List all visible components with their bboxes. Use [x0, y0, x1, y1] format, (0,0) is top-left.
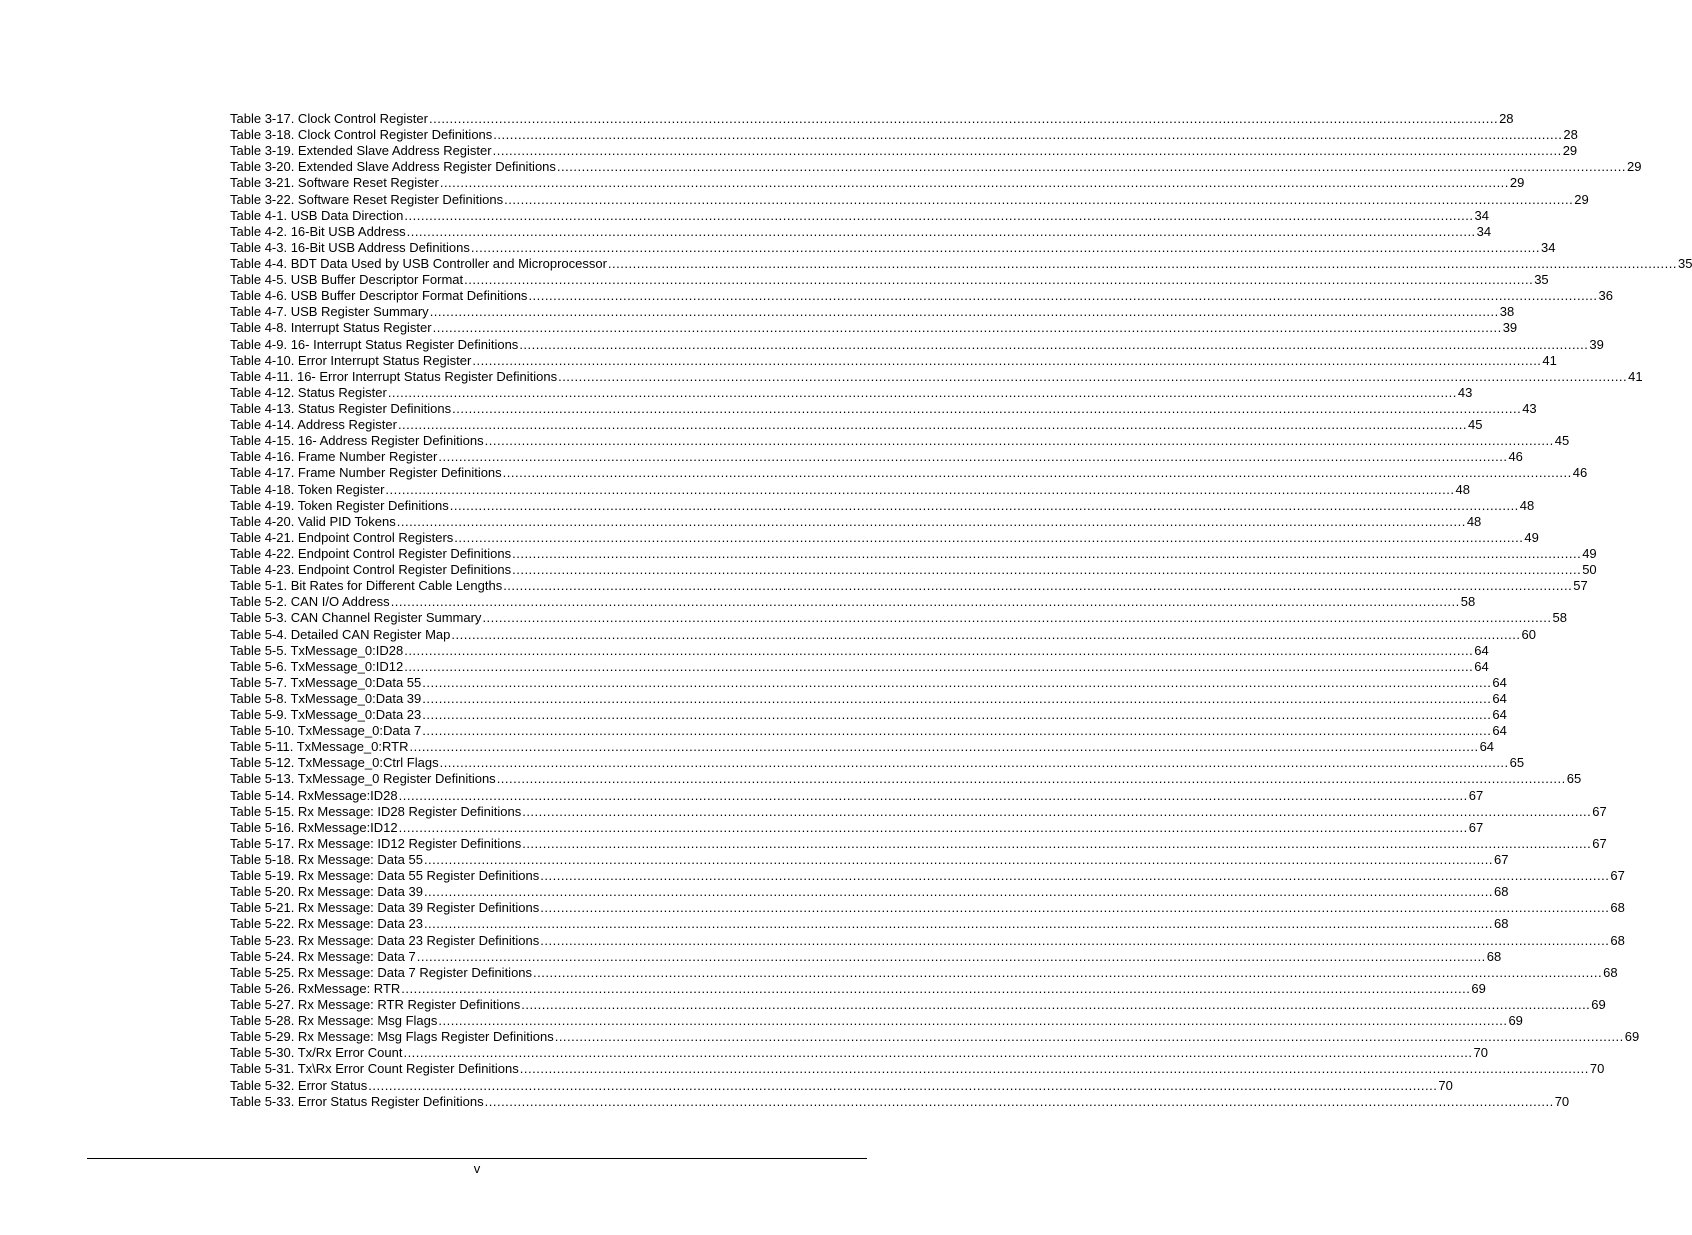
toc-entry-title: Table 5-22. Rx Message: Data 23	[230, 916, 423, 932]
dot-leader: ....................................................................................................................................................................................................................................................................	[454, 529, 1524, 545]
toc-entry-title: Table 5-31. Tx\Rx Error Count Register Definitions	[230, 1061, 519, 1077]
toc-entry[interactable]	[230, 771, 1582, 787]
dot-leader: ....................................................................................................................................................................................................................................................................	[522, 803, 1592, 819]
toc-entry-title: Table 5-23. Rx Message: Data 23 Register Definitions	[230, 932, 540, 948]
dot-leader: ....................................................................................................................................................................................................................................................................	[401, 980, 1471, 996]
toc-entry-page: 46	[1508, 449, 1523, 465]
toc-entry-page: 68	[1610, 932, 1625, 948]
toc-entry-page: 70	[1554, 1093, 1570, 1109]
toc-entry-title: Table 5-30. Tx/Rx Error Count	[230, 1045, 403, 1061]
dot-leader: ....................................................................................................................................................................................................................................................................	[403, 1045, 1473, 1061]
toc-entry[interactable]	[230, 932, 1625, 949]
toc-entry[interactable]	[230, 610, 1567, 626]
dot-leader: ....................................................................................................................................................................................................................................................................	[484, 433, 1554, 449]
toc-entry-page: 69	[1508, 1013, 1523, 1029]
toc-entry-title: Table 5-24. Rx Message: Data 7	[230, 948, 416, 964]
toc-entry-title: Table 5-27. Rx Message: RTR Register Definitions	[230, 997, 521, 1013]
toc-entry-page: 28	[1499, 111, 1514, 126]
toc-entry-title: Table 5-13. TxMessage_0 Register Definitions	[230, 771, 496, 787]
footer-divider	[87, 1158, 867, 1159]
toc-entry-title: Table 4-5. USB Buffer Descriptor Format	[230, 272, 464, 288]
toc-entry-page: 64	[1474, 658, 1489, 674]
toc-entry-page: 64	[1492, 723, 1507, 739]
toc-entry-title: Table 5-10. TxMessage_0:Data 7	[230, 723, 422, 739]
toc-entry-page: 68	[1603, 964, 1618, 980]
toc-entry-title: Table 4-21. Endpoint Control Registers	[230, 529, 454, 545]
toc-entry-title: Table 5-29. Rx Message: Msg Flags Register Definitions	[230, 1029, 554, 1045]
toc-entry-title: Table 4-1. USB Data Direction	[230, 207, 404, 223]
toc-entry-title: Table 3-19. Extended Slave Address Register	[230, 143, 492, 159]
toc-entry[interactable]	[230, 997, 1606, 1013]
toc-entry-title: Table 5-25. Rx Message: Data 7 Register Definitions	[230, 964, 533, 980]
toc-entry-page: 67	[1592, 803, 1607, 819]
dot-leader: ....................................................................................................................................................................................................................................................................	[503, 578, 1573, 594]
toc-entry-title: Table 4-16. Frame Number Register	[230, 449, 438, 465]
toc-entry-title: Table 5-5. TxMessage_0:ID28	[230, 642, 404, 658]
toc-entry-title: Table 5-15. Rx Message: ID28 Register Definitions	[230, 803, 522, 819]
toc-entry-page: 67	[1592, 835, 1607, 851]
dot-leader: ....................................................................................................................................................................................................................................................................	[432, 320, 1502, 336]
toc-entry-title: Table 3-22. Software Reset Register Definitions	[230, 191, 504, 207]
toc-entry[interactable]	[230, 320, 1518, 336]
toc-entry[interactable]	[230, 304, 1515, 320]
dot-leader: ....................................................................................................................................................................................................................................................................	[385, 481, 1455, 497]
toc-entry-page: 34	[1476, 223, 1492, 239]
toc-entry-page: 65	[1566, 771, 1582, 787]
dot-leader: ....................................................................................................................................................................................................................................................................	[512, 562, 1582, 578]
toc-entry-page: 68	[1494, 916, 1509, 932]
dot-leader: ....................................................................................................................................................................................................................................................................	[404, 642, 1474, 658]
dot-leader: ....................................................................................................................................................................................................................................................................	[396, 513, 1466, 529]
dot-leader: ....................................................................................................................................................................................................................................................................	[387, 384, 1457, 400]
toc-entry-page: 29	[1509, 175, 1525, 191]
toc-entry[interactable]	[230, 513, 1482, 530]
toc-entry-title: Table 4-3. 16-Bit USB Address Definitions	[230, 239, 470, 255]
toc-entry[interactable]	[230, 658, 1489, 675]
toc-entry[interactable]	[230, 288, 1613, 304]
dot-leader: ....................................................................................................................................................................................................................................................................	[438, 449, 1508, 465]
toc-entry-page: 69	[1591, 997, 1606, 1013]
toc-entry-page: 29	[1562, 143, 1578, 159]
toc-entry-page: 39	[1589, 336, 1604, 352]
dot-leader: ....................................................................................................................................................................................................................................................................	[423, 852, 1494, 868]
toc-entry-page: 45	[1468, 417, 1483, 433]
dot-leader: ....................................................................................................................................................................................................................................................................	[519, 336, 1589, 352]
dot-leader: ....................................................................................................................................................................................................................................................................	[558, 368, 1628, 384]
dot-leader: ....................................................................................................................................................................................................................................................................	[521, 997, 1591, 1013]
dot-leader: ....................................................................................................................................................................................................................................................................	[423, 884, 1494, 900]
toc-entry-page: 49	[1524, 529, 1539, 545]
toc-entry[interactable]	[230, 674, 1507, 691]
toc-entry-page: 69	[1624, 1029, 1640, 1045]
toc-entry[interactable]	[230, 578, 1588, 594]
toc-entry[interactable]	[230, 368, 1643, 385]
toc-entry-title: Table 3-17. Clock Control Register	[230, 111, 428, 126]
dot-leader: ....................................................................................................................................................................................................................................................................	[452, 400, 1522, 416]
toc-entry-title: Table 4-7. USB Register Summary	[230, 304, 429, 320]
dot-leader: ....................................................................................................................................................................................................................................................................	[422, 674, 1492, 690]
toc-entry-title: Table 5-18. Rx Message: Data 55	[230, 852, 423, 868]
dot-leader: ....................................................................................................................................................................................................................................................................	[519, 1061, 1589, 1077]
toc-entry-page: 41	[1542, 352, 1557, 368]
dot-leader: ....................................................................................................................................................................................................................................................................	[472, 352, 1542, 368]
toc-entry[interactable]	[230, 787, 1484, 804]
toc-entry-title: Table 5-16. RxMessage:ID12	[230, 819, 398, 835]
toc-entry[interactable]	[230, 1045, 1488, 1061]
dot-leader: ....................................................................................................................................................................................................................................................................	[428, 111, 1499, 126]
toc-entry-title: Table 4-22. Endpoint Control Register Definitions	[230, 545, 512, 561]
toc-entry-title: Table 4-15. 16- Address Register Definitions	[230, 433, 484, 449]
toc-entry-page: 64	[1492, 690, 1507, 706]
toc-entry-title: Table 4-8. Interrupt Status Register	[230, 320, 432, 336]
toc-entry-page: 57	[1573, 578, 1588, 594]
toc-entry[interactable]	[230, 1013, 1523, 1029]
page-number: v	[473, 1161, 481, 1176]
dot-leader: ....................................................................................................................................................................................................................................................................	[493, 127, 1563, 143]
toc-entry-page: 67	[1610, 868, 1625, 884]
toc-entry[interactable]	[230, 272, 1549, 288]
toc-entry-page: 29	[1574, 191, 1589, 207]
toc-entry[interactable]	[230, 497, 1535, 514]
dot-leader: ....................................................................................................................................................................................................................................................................	[470, 239, 1540, 255]
dot-leader: ....................................................................................................................................................................................................................................................................	[512, 545, 1582, 561]
dot-leader: ....................................................................................................................................................................................................................................................................	[482, 610, 1552, 626]
toc-entry-title: Table 4-12. Status Register	[230, 384, 387, 400]
dot-leader: ....................................................................................................................................................................................................................................................................	[449, 497, 1519, 513]
dot-leader: ....................................................................................................................................................................................................................................................................	[540, 900, 1610, 916]
toc-entry-title: Table 4-4. BDT Data Used by USB Controller and Microprocessor	[230, 255, 607, 271]
toc-entry[interactable]	[230, 384, 1473, 401]
toc-entry[interactable]	[230, 980, 1486, 997]
toc-entry-page: 50	[1582, 562, 1597, 578]
toc-entry[interactable]	[230, 159, 1642, 175]
dot-leader: ....................................................................................................................................................................................................................................................................	[504, 191, 1574, 207]
toc-entry-page: 35	[1534, 272, 1549, 288]
toc-entry-title: Table 4-17. Frame Number Register Definitions	[230, 465, 502, 481]
dot-leader: ....................................................................................................................................................................................................................................................................	[416, 948, 1486, 964]
dot-leader: ....................................................................................................................................................................................................................................................................	[422, 723, 1492, 739]
toc-entry-page: 65	[1509, 755, 1525, 771]
toc-entry[interactable]	[230, 868, 1625, 884]
dot-leader: ....................................................................................................................................................................................................................................................................	[540, 932, 1610, 948]
toc-entry-page: 64	[1492, 674, 1507, 690]
toc-entry-title: Table 5-28. Rx Message: Msg Flags	[230, 1013, 438, 1029]
dot-leader: ....................................................................................................................................................................................................................................................................	[429, 304, 1499, 320]
dot-leader: ....................................................................................................................................................................................................................................................................	[390, 594, 1460, 610]
toc-entry[interactable]	[230, 739, 1495, 755]
dot-leader: ....................................................................................................................................................................................................................................................................	[492, 143, 1562, 159]
toc-entry-page: 36	[1598, 288, 1613, 304]
toc-entry-page: 34	[1540, 239, 1556, 255]
toc-entry[interactable]	[230, 433, 1570, 449]
toc-entry-title: Table 4-20. Valid PID Tokens	[230, 513, 396, 529]
toc-entry[interactable]	[230, 255, 1692, 272]
toc-entry-page: 67	[1468, 787, 1484, 803]
dot-leader: ....................................................................................................................................................................................................................................................................	[522, 835, 1592, 851]
dot-leader: ....................................................................................................................................................................................................................................................................	[409, 739, 1479, 755]
toc-entry[interactable]	[230, 690, 1507, 707]
toc-entry-title: Table 3-21. Software Reset Register	[230, 175, 439, 191]
toc-entry-title: Table 4-2. 16-Bit USB Address	[230, 223, 406, 239]
toc-entry[interactable]	[230, 239, 1556, 256]
toc-entry[interactable]	[230, 449, 1523, 465]
dot-leader: ....................................................................................................................................................................................................................................................................	[556, 159, 1626, 175]
toc-entry-page: 48	[1519, 497, 1535, 513]
toc-entry-title: Table 4-10. Error Interrupt Status Register	[230, 352, 472, 368]
toc-entry-page: 28	[1563, 127, 1578, 143]
toc-entry-title: Table 4-11. 16- Error Interrupt Status Register Definitions	[230, 368, 558, 384]
toc-entry[interactable]	[230, 175, 1525, 191]
toc-entry-title: Table 4-19. Token Register Definitions	[230, 497, 449, 513]
toc-entry[interactable]	[230, 336, 1604, 353]
toc-entry[interactable]	[230, 400, 1537, 417]
toc-entry[interactable]	[230, 191, 1589, 208]
dot-leader: ....................................................................................................................................................................................................................................................................	[554, 1029, 1624, 1045]
toc-entry[interactable]	[230, 900, 1625, 916]
toc-entry-page: 29	[1627, 159, 1642, 175]
toc-entry-page: 46	[1572, 465, 1588, 481]
toc-entry[interactable]	[230, 529, 1539, 546]
dot-leader: ....................................................................................................................................................................................................................................................................	[406, 223, 1476, 239]
toc-entry-page: 43	[1522, 400, 1537, 416]
toc-entry-page: 39	[1502, 320, 1518, 336]
toc-entry-page: 34	[1474, 207, 1489, 223]
toc-entry-title: Table 5-3. CAN Channel Register Summary	[230, 610, 482, 626]
list-of-tables	[230, 111, 1692, 1110]
toc-entry-title: Table 4-6. USB Buffer Descriptor Format Definitions	[230, 288, 528, 304]
dot-leader: ....................................................................................................................................................................................................................................................................	[451, 626, 1521, 642]
dot-leader: ....................................................................................................................................................................................................................................................................	[439, 755, 1509, 771]
dot-leader: ....................................................................................................................................................................................................................................................................	[404, 658, 1474, 674]
toc-entry-title: Table 4-14. Address Register	[230, 417, 397, 433]
toc-entry-title: Table 5-32. Error Status	[230, 1077, 368, 1093]
toc-entry[interactable]	[230, 803, 1607, 820]
toc-entry-page: 35	[1678, 255, 1692, 271]
toc-entry-title: Table 5-20. Rx Message: Data 39	[230, 884, 423, 900]
toc-entry-page: 48	[1455, 481, 1470, 497]
toc-entry[interactable]	[230, 1061, 1605, 1077]
toc-entry[interactable]	[230, 465, 1588, 481]
toc-entry-title: Table 4-9. 16- Interrupt Status Register Definitions	[230, 336, 519, 352]
toc-entry[interactable]	[230, 223, 1492, 240]
toc-entry-title: Table 5-33. Error Status Register Definitions	[230, 1093, 484, 1109]
dot-leader: ....................................................................................................................................................................................................................................................................	[528, 288, 1598, 304]
toc-entry-title: Table 5-19. Rx Message: Data 55 Register Definitions	[230, 868, 540, 884]
toc-entry[interactable]	[230, 819, 1484, 836]
toc-entry-page: 64	[1474, 642, 1489, 658]
toc-entry[interactable]	[230, 723, 1507, 739]
toc-entry[interactable]	[230, 481, 1470, 498]
toc-entry-page: 48	[1466, 513, 1482, 529]
toc-entry-title: Table 5-17. Rx Message: ID12 Register Definitions	[230, 835, 522, 851]
toc-entry-page: 64	[1492, 707, 1507, 723]
toc-entry[interactable]	[230, 562, 1597, 578]
dot-leader: ....................................................................................................................................................................................................................................................................	[438, 1013, 1508, 1029]
dot-leader: ....................................................................................................................................................................................................................................................................	[484, 1093, 1554, 1109]
toc-entry-title: Table 5-6. TxMessage_0:ID12	[230, 658, 404, 674]
toc-entry-title: Table 3-18. Clock Control Register Definitions	[230, 127, 493, 143]
toc-entry-page: 45	[1554, 433, 1570, 449]
toc-entry[interactable]	[230, 143, 1578, 159]
dot-leader: ....................................................................................................................................................................................................................................................................	[439, 175, 1509, 191]
toc-entry-page: 69	[1471, 980, 1486, 996]
toc-entry[interactable]	[230, 884, 1509, 900]
toc-entry[interactable]	[230, 626, 1536, 643]
toc-entry-page: 70	[1589, 1061, 1605, 1077]
dot-leader: ....................................................................................................................................................................................................................................................................	[464, 272, 1534, 288]
toc-entry-title: Table 5-2. CAN I/O Address	[230, 594, 390, 610]
toc-entry[interactable]	[230, 835, 1607, 852]
toc-entry-title: Table 4-18. Token Register	[230, 481, 385, 497]
toc-entry[interactable]	[230, 948, 1502, 965]
dot-leader: ....................................................................................................................................................................................................................................................................	[540, 868, 1610, 884]
toc-entry[interactable]	[230, 852, 1509, 868]
dot-leader: ....................................................................................................................................................................................................................................................................	[422, 707, 1492, 723]
toc-entry-page: 43	[1457, 384, 1473, 400]
toc-entry-page: 70	[1473, 1045, 1488, 1061]
toc-entry-title: Table 5-11. TxMessage_0:RTR	[230, 739, 409, 755]
toc-entry[interactable]	[230, 707, 1507, 723]
dot-leader: ....................................................................................................................................................................................................................................................................	[397, 417, 1468, 433]
toc-entry-page: 67	[1468, 819, 1484, 835]
dot-leader: ....................................................................................................................................................................................................................................................................	[496, 771, 1566, 787]
toc-entry[interactable]	[230, 417, 1483, 433]
dot-leader: ....................................................................................................................................................................................................................................................................	[398, 819, 1468, 835]
toc-entry-page: 64	[1479, 739, 1495, 755]
toc-entry-page: 68	[1494, 884, 1509, 900]
toc-entry-title: Table 5-9. TxMessage_0:Data 23	[230, 707, 422, 723]
toc-entry[interactable]	[230, 964, 1618, 981]
toc-entry-title: Table 5-7. TxMessage_0:Data 55	[230, 674, 422, 690]
toc-entry-title: Table 4-13. Status Register Definitions	[230, 400, 452, 416]
toc-entry[interactable]	[230, 1093, 1570, 1110]
toc-entry-page: 38	[1499, 304, 1515, 320]
toc-entry[interactable]	[230, 111, 1514, 127]
dot-leader: ....................................................................................................................................................................................................................................................................	[607, 255, 1677, 271]
toc-entry-page: 68	[1610, 900, 1625, 916]
toc-entry[interactable]	[230, 1029, 1640, 1045]
dot-leader: ....................................................................................................................................................................................................................................................................	[422, 690, 1492, 706]
dot-leader: ....................................................................................................................................................................................................................................................................	[398, 787, 1468, 803]
dot-leader: ....................................................................................................................................................................................................................................................................	[423, 916, 1494, 932]
dot-leader: ....................................................................................................................................................................................................................................................................	[533, 964, 1603, 980]
dot-leader: ....................................................................................................................................................................................................................................................................	[368, 1077, 1438, 1093]
toc-entry-title: Table 5-26. RxMessage: RTR	[230, 980, 401, 996]
dot-leader: ....................................................................................................................................................................................................................................................................	[502, 465, 1572, 481]
toc-entry-page: 68	[1486, 948, 1502, 964]
toc-entry-title: Table 5-8. TxMessage_0:Data 39	[230, 690, 422, 706]
toc-entry[interactable]	[230, 352, 1557, 369]
toc-entry-page: 49	[1582, 545, 1597, 561]
toc-entry-page: 67	[1494, 852, 1509, 868]
toc-entry[interactable]	[230, 545, 1597, 562]
toc-entry[interactable]	[230, 127, 1578, 143]
toc-entry[interactable]	[230, 916, 1509, 932]
toc-entry[interactable]	[230, 1077, 1453, 1094]
toc-entry[interactable]	[230, 755, 1525, 771]
toc-entry[interactable]	[230, 642, 1489, 659]
toc-entry-title: Table 5-1. Bit Rates for Different Cable Lengths	[230, 578, 503, 594]
toc-entry-title: Table 3-20. Extended Slave Address Register Definitions	[230, 159, 556, 175]
toc-entry-page: 60	[1521, 626, 1536, 642]
toc-entry-title: Table 5-4. Detailed CAN Register Map	[230, 626, 451, 642]
toc-entry-title: Table 5-14. RxMessage:ID28	[230, 787, 398, 803]
toc-entry-page: 41	[1628, 368, 1643, 384]
toc-entry-page: 58	[1460, 594, 1476, 610]
toc-entry-title: Table 4-23. Endpoint Control Register Definitions	[230, 562, 512, 578]
toc-entry[interactable]	[230, 207, 1489, 224]
toc-entry-page: 70	[1438, 1077, 1453, 1093]
toc-entry[interactable]	[230, 594, 1476, 610]
toc-entry-title: Table 5-12. TxMessage_0:Ctrl Flags	[230, 755, 439, 771]
toc-entry-title: Table 5-21. Rx Message: Data 39 Register Definitions	[230, 900, 540, 916]
dot-leader: ....................................................................................................................................................................................................................................................................	[404, 207, 1474, 223]
toc-entry-page: 58	[1552, 610, 1567, 626]
